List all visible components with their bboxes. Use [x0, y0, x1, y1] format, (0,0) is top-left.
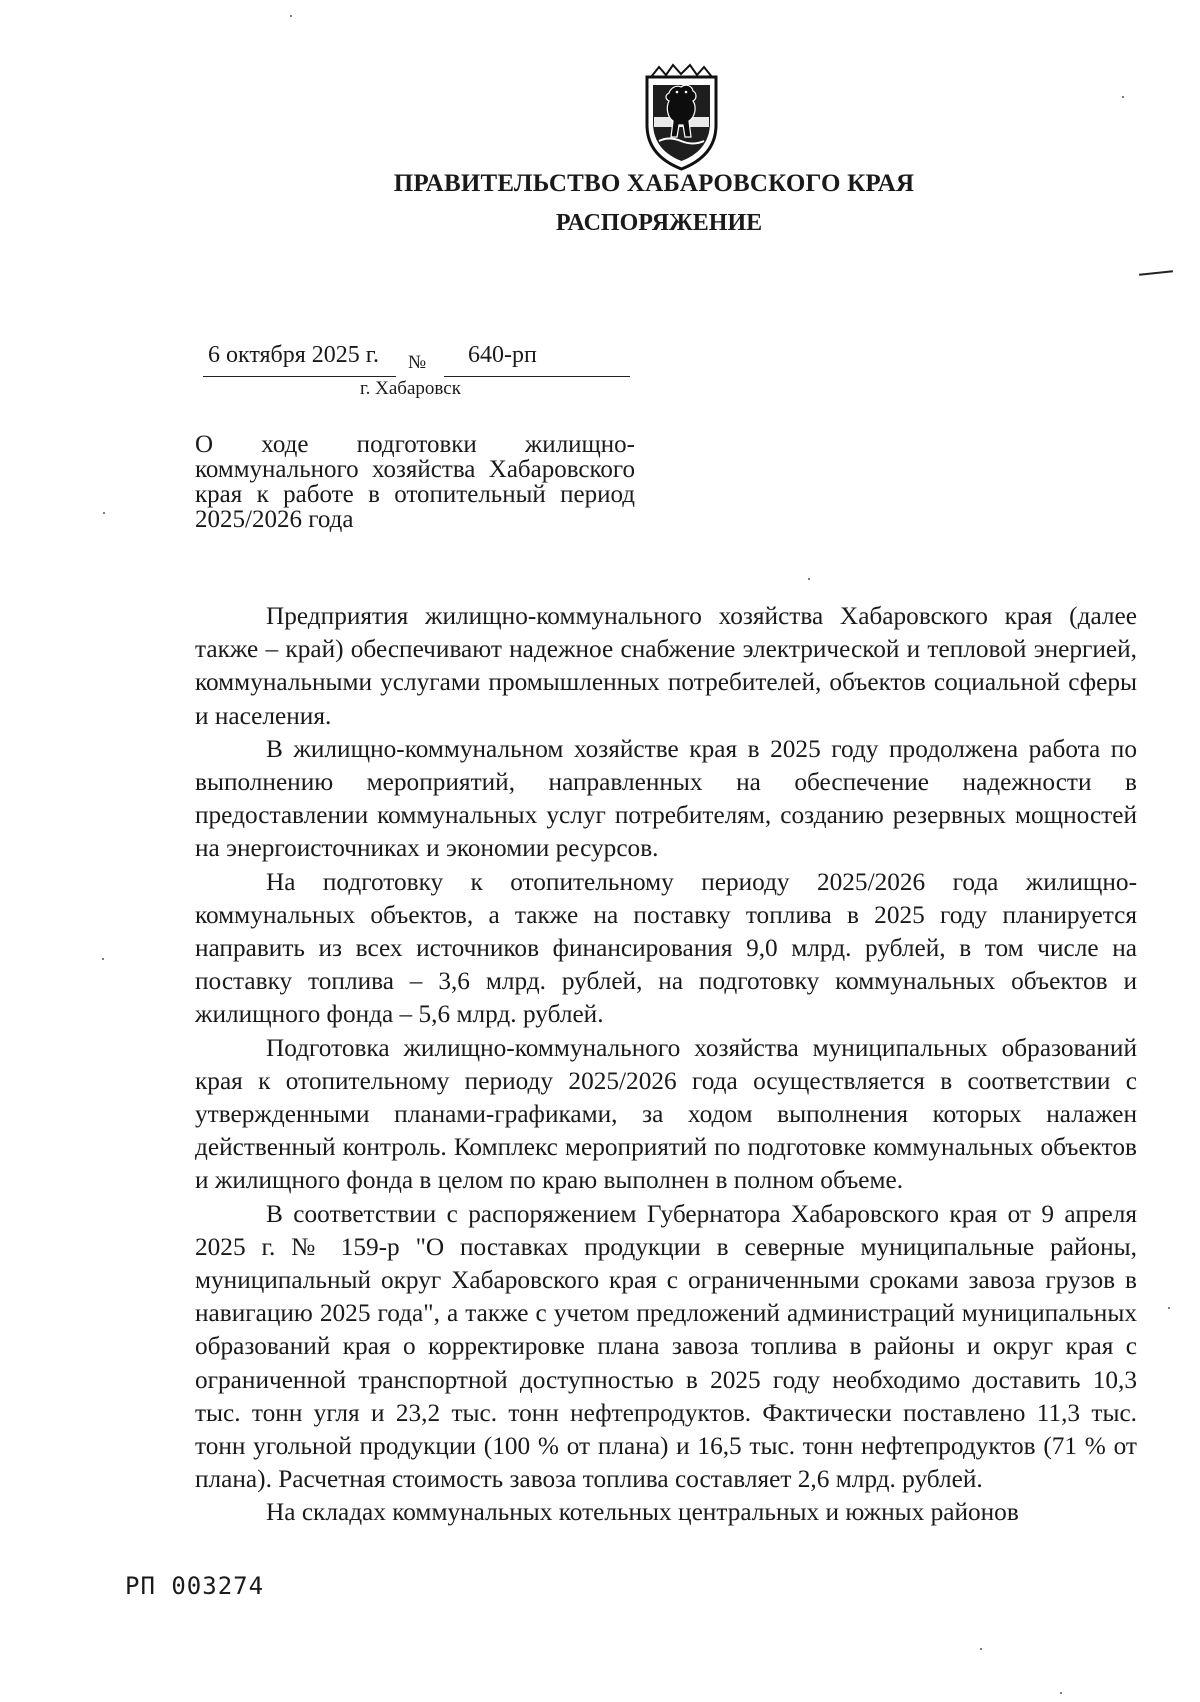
handwritten-mark [1139, 270, 1173, 276]
scan-speck [1122, 96, 1124, 98]
number-underline [444, 376, 630, 377]
scan-speck [1168, 1307, 1170, 1309]
paragraph: Подготовка жилищно-коммунального хозяйства муниципальных образований края к отопительному периоду 2025/2026 года осуществляется в соответствии с утвержденными планами-графиками, за ходом выполнения которых налажен действенный контроль. Комплекс мероприятий по подготовке коммунальных объектов и жилищного фонда в целом по краю выполнен в полном объеме. [195, 1033, 1137, 1195]
coat-of-arms-icon [639, 63, 724, 171]
document-date: 6 октября 2025 г. [208, 342, 379, 368]
date-underline [203, 376, 396, 377]
scan-speck [1060, 1692, 1062, 1694]
organization-title: ПРАВИТЕЛЬСТВО ХАБАРОВСКОГО КРАЯ [393, 170, 915, 197]
scan-speck [808, 578, 810, 580]
scan-speck [103, 512, 105, 514]
scan-speck [102, 958, 104, 960]
document-subject: О ходе подготовки жилищно-коммунального хозяйства Хабаровского края к работе в отопительный период 2025/2026 года [195, 431, 635, 533]
document-body [195, 600, 1137, 1530]
document-number: 640-рп [468, 342, 537, 368]
paragraph: В жилищно-коммунальном хозяйстве края в 2025 году продолжена работа по выполнению мероприятий, направленных на обеспечение надежности в предоставлении коммунальных услуг потребителям, созданию резервных мощностей на энергоисточниках и экономии ресурсов. [195, 734, 1137, 863]
scan-speck [290, 15, 292, 17]
number-sign: № [408, 352, 427, 373]
paragraph: Предприятия жилищно-коммунального хозяйства Хабаровского края (далее также – край) обеспечивают надежное снабжение электрической и тепловой энергией, коммунальными услугами промышленных потребителей, объектов социальной сферы и населения. [195, 602, 1137, 730]
form-code: РП 003274 [125, 1572, 265, 1600]
paragraph: В соответствии с распоряжением Губернатора Хабаровского края от 9 апреля 2025 г. № 159-р "О поставках продукции в северные муниципальные районы, муниципальный округ Хабаровского края с ограниченными сроками завоза грузов в навигацию 2025 года", а также с учетом предложений администраций муниципальных образований края о корректировке плана завоза топлива в районы и округ края с ограниченной транспортной доступностью в 2025 году необходимо доставить 10,3 тыс. тонн угля и 23,2 тыс. тонн нефтепродуктов. Фактически поставлено 11,3 тыс. тонн угольной продукции (100 % от плана) и 16,5 тыс. тонн нефтепродуктов (71 % от плана). Расчетная стоимость завоза топлива составляет 2,6 млрд. рублей. [195, 1199, 1137, 1494]
document-type: РАСПОРЯЖЕНИЕ [555, 210, 763, 236]
paragraph: На складах коммунальных котельных центральных и южных районов [266, 1498, 1019, 1527]
paragraph: На подготовку к отопительному периоду 2025/2026 года жилищно-коммунальных объектов, а также на поставку топлива в 2025 году планируется направить из всех источников финансирования 9,0 млрд. рублей, в том числе на поставку топлива – 3,6 млрд. рублей, на подготовку коммунальных объектов и жилищного фонда – 5,6 млрд. рублей. [195, 867, 1137, 1029]
scan-speck [980, 1648, 982, 1650]
document-city: г. Хабаровск [360, 378, 461, 399]
